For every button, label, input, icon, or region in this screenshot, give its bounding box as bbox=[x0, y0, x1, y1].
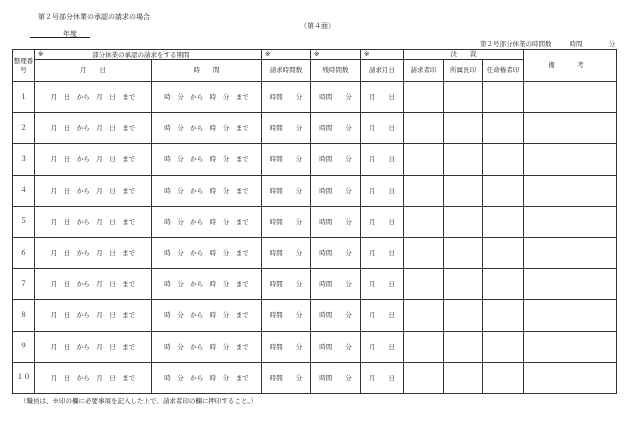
appointer-seal-cell[interactable] bbox=[483, 175, 524, 206]
req-hours-field[interactable]: 時間 分 bbox=[262, 269, 311, 300]
dept-head-seal-cell[interactable] bbox=[444, 82, 483, 113]
time-range-field[interactable]: 時 分 から 時 分 まで bbox=[152, 300, 262, 331]
remain-hours-field[interactable]: 時間 分 bbox=[311, 206, 361, 237]
remarks-cell[interactable] bbox=[524, 237, 617, 268]
dept-head-seal-cell[interactable] bbox=[444, 362, 483, 393]
requester-seal-cell[interactable] bbox=[404, 331, 444, 362]
req-hours-field[interactable]: 時間 分 bbox=[262, 237, 311, 268]
row-number: ６ bbox=[13, 237, 35, 268]
mark-req-date: ※ bbox=[361, 50, 404, 60]
remarks-cell[interactable] bbox=[524, 175, 617, 206]
time-range-field[interactable]: 時 分 から 時 分 まで bbox=[152, 362, 262, 393]
req-hours-field[interactable]: 時間 分 bbox=[262, 300, 311, 331]
hours-unit: 時間 bbox=[569, 40, 583, 48]
time-range-field[interactable]: 時 分 から 時 分 まで bbox=[152, 206, 262, 237]
date-range-field[interactable]: 月 日 から 月 日 まで bbox=[35, 331, 152, 362]
table-row bbox=[13, 113, 617, 144]
dept-head-seal-cell[interactable] bbox=[444, 237, 483, 268]
time-range-field[interactable]: 時 分 から 時 分 まで bbox=[152, 175, 262, 206]
date-range-field[interactable]: 月 日 から 月 日 まで bbox=[35, 82, 152, 113]
remain-hours-field[interactable]: 時間 分 bbox=[311, 331, 361, 362]
time-range-field[interactable]: 時 分 から 時 分 まで bbox=[152, 113, 262, 144]
remain-hours-field[interactable]: 時間 分 bbox=[311, 237, 361, 268]
remain-hours-field[interactable]: 時間 分 bbox=[311, 113, 361, 144]
date-range-field[interactable]: 月 日 から 月 日 まで bbox=[35, 175, 152, 206]
table-row bbox=[13, 206, 617, 237]
req-hours-field[interactable]: 時間 分 bbox=[262, 331, 311, 362]
appointer-seal-cell[interactable] bbox=[483, 237, 524, 268]
remain-hours-field[interactable]: 時間 分 bbox=[311, 82, 361, 113]
remarks-cell[interactable] bbox=[524, 82, 617, 113]
col-no-header: 整理番号 bbox=[13, 50, 35, 82]
date-range-field[interactable]: 月 日 から 月 日 まで bbox=[35, 300, 152, 331]
remain-hours-field[interactable]: 時間 分 bbox=[311, 300, 361, 331]
req-hours-field[interactable]: 時間 分 bbox=[262, 144, 311, 175]
appointer-seal-cell[interactable] bbox=[483, 362, 524, 393]
dept-head-seal-header: 所属長印 bbox=[444, 60, 483, 82]
footer-note: （職員は、※印の欄に必要事項を記入した上で、請求者印の欄に押印すること。） bbox=[20, 397, 258, 405]
row-number: ４ bbox=[13, 175, 35, 206]
remarks-cell[interactable] bbox=[524, 331, 617, 362]
row-number: ９ bbox=[13, 331, 35, 362]
date-range-field[interactable]: 月 日 から 月 日 まで bbox=[35, 144, 152, 175]
table-row bbox=[13, 82, 617, 113]
time-range-field[interactable]: 時 分 から 時 分 まで bbox=[152, 82, 262, 113]
requester-seal-cell[interactable] bbox=[404, 237, 444, 268]
table-row bbox=[13, 331, 617, 362]
mark-remain-hours: ※ bbox=[311, 50, 361, 60]
leave-request-table bbox=[12, 49, 617, 394]
req-date-field[interactable]: 月 日 bbox=[361, 144, 404, 175]
requester-seal-cell[interactable] bbox=[404, 206, 444, 237]
remain-hours-header: 残時間数 bbox=[311, 60, 361, 82]
requester-seal-cell[interactable] bbox=[404, 82, 444, 113]
page-number: （第４面） bbox=[300, 22, 335, 30]
row-number: ２ bbox=[13, 113, 35, 144]
period-header bbox=[35, 50, 262, 60]
requester-seal-cell[interactable] bbox=[404, 300, 444, 331]
req-date-field[interactable]: 月 日 bbox=[361, 300, 404, 331]
dept-head-seal-cell[interactable] bbox=[444, 144, 483, 175]
dept-head-seal-cell[interactable] bbox=[444, 300, 483, 331]
table-row bbox=[13, 237, 617, 268]
remarks-cell[interactable] bbox=[524, 144, 617, 175]
date-range-field[interactable]: 月 日 から 月 日 まで bbox=[35, 269, 152, 300]
dept-head-seal-cell[interactable] bbox=[444, 175, 483, 206]
time-range-field[interactable]: 時 分 から 時 分 まで bbox=[152, 144, 262, 175]
req-hours-field[interactable]: 時間 分 bbox=[262, 113, 311, 144]
table-row bbox=[13, 175, 617, 206]
date-header: 月 日 bbox=[35, 60, 152, 82]
remarks-cell[interactable] bbox=[524, 300, 617, 331]
req-date-field[interactable]: 月 日 bbox=[361, 175, 404, 206]
remarks-cell[interactable] bbox=[524, 362, 617, 393]
table-row bbox=[13, 300, 617, 331]
req-hours-field[interactable]: 時間 分 bbox=[262, 82, 311, 113]
appointer-seal-header: 任命権者印 bbox=[483, 60, 524, 82]
req-date-field[interactable]: 月 日 bbox=[361, 237, 404, 268]
remain-hours-field[interactable]: 時間 分 bbox=[311, 144, 361, 175]
remarks-header: 備 考 bbox=[524, 50, 617, 82]
dept-head-seal-cell[interactable] bbox=[444, 113, 483, 144]
approval-header: 決 裁 bbox=[404, 50, 524, 60]
table-row bbox=[13, 144, 617, 175]
appointer-seal-cell[interactable] bbox=[483, 206, 524, 237]
requester-seal-cell[interactable] bbox=[404, 362, 444, 393]
minutes-unit: 分 bbox=[608, 40, 615, 48]
year-underline bbox=[30, 37, 90, 38]
req-hours-field[interactable]: 時間 分 bbox=[262, 362, 311, 393]
time-range-field[interactable]: 時 分 から 時 分 まで bbox=[152, 237, 262, 268]
mark-symbol: ※ bbox=[38, 50, 44, 59]
remain-hours-field[interactable]: 時間 分 bbox=[311, 175, 361, 206]
remain-hours-field[interactable]: 時間 分 bbox=[311, 269, 361, 300]
appointer-seal-cell[interactable] bbox=[483, 269, 524, 300]
remain-hours-field[interactable]: 時間 分 bbox=[311, 362, 361, 393]
hours-summary bbox=[480, 41, 615, 48]
remarks-cell[interactable] bbox=[524, 113, 617, 144]
requester-seal-header: 請求者印 bbox=[404, 60, 444, 82]
appointer-seal-cell[interactable] bbox=[483, 300, 524, 331]
mark-req-hours: ※ bbox=[262, 50, 311, 60]
req-date-field[interactable]: 月 日 bbox=[361, 206, 404, 237]
row-number: １０ bbox=[13, 362, 35, 393]
dept-head-seal-cell[interactable] bbox=[444, 206, 483, 237]
requester-seal-cell[interactable] bbox=[404, 144, 444, 175]
req-date-field[interactable]: 月 日 bbox=[361, 269, 404, 300]
req-date-header: 請求月日 bbox=[361, 60, 404, 82]
row-number: １ bbox=[13, 82, 35, 113]
req-hours-field[interactable]: 時間 分 bbox=[262, 175, 311, 206]
form-title: 第２号部分休業の承認の請求の場合 bbox=[38, 13, 150, 21]
appointer-seal-cell[interactable] bbox=[483, 331, 524, 362]
row-number: ３ bbox=[13, 144, 35, 175]
req-date-field[interactable]: 月 日 bbox=[361, 362, 404, 393]
time-header: 時 間 bbox=[152, 60, 262, 82]
table-row bbox=[13, 269, 617, 300]
appointer-seal-cell[interactable] bbox=[483, 113, 524, 144]
requester-seal-cell[interactable] bbox=[404, 269, 444, 300]
dept-head-seal-cell[interactable] bbox=[444, 269, 483, 300]
date-range-field[interactable]: 月 日 から 月 日 まで bbox=[35, 206, 152, 237]
appointer-seal-cell[interactable] bbox=[483, 144, 524, 175]
req-hours-field[interactable]: 時間 分 bbox=[262, 206, 311, 237]
hours-summary-label: 第２号部分休業の時間数 bbox=[480, 40, 552, 48]
dept-head-seal-cell[interactable] bbox=[444, 331, 483, 362]
time-range-field[interactable]: 時 分 から 時 分 まで bbox=[152, 269, 262, 300]
req-hours-header: 請求時間数 bbox=[262, 60, 311, 82]
row-number: ８ bbox=[13, 300, 35, 331]
req-date-field[interactable]: 月 日 bbox=[361, 331, 404, 362]
time-range-field[interactable]: 時 分 から 時 分 まで bbox=[152, 331, 262, 362]
req-date-field[interactable]: 月 日 bbox=[361, 113, 404, 144]
remarks-cell[interactable] bbox=[524, 206, 617, 237]
appointer-seal-cell[interactable] bbox=[483, 82, 524, 113]
date-range-field[interactable]: 月 日 から 月 日 まで bbox=[35, 237, 152, 268]
row-number: ５ bbox=[13, 206, 35, 237]
table-row bbox=[13, 362, 617, 393]
remarks-cell[interactable] bbox=[524, 269, 617, 300]
date-range-field[interactable]: 月 日 から 月 日 まで bbox=[35, 113, 152, 144]
req-date-field[interactable]: 月 日 bbox=[361, 82, 404, 113]
row-number: ７ bbox=[13, 269, 35, 300]
date-range-field[interactable]: 月 日 から 月 日 まで bbox=[35, 362, 152, 393]
requester-seal-cell[interactable] bbox=[404, 175, 444, 206]
period-header-text: 部分休業の承認の請求をする期間 bbox=[92, 51, 190, 59]
requester-seal-cell[interactable] bbox=[404, 113, 444, 144]
year-label: 年度 bbox=[63, 30, 77, 38]
